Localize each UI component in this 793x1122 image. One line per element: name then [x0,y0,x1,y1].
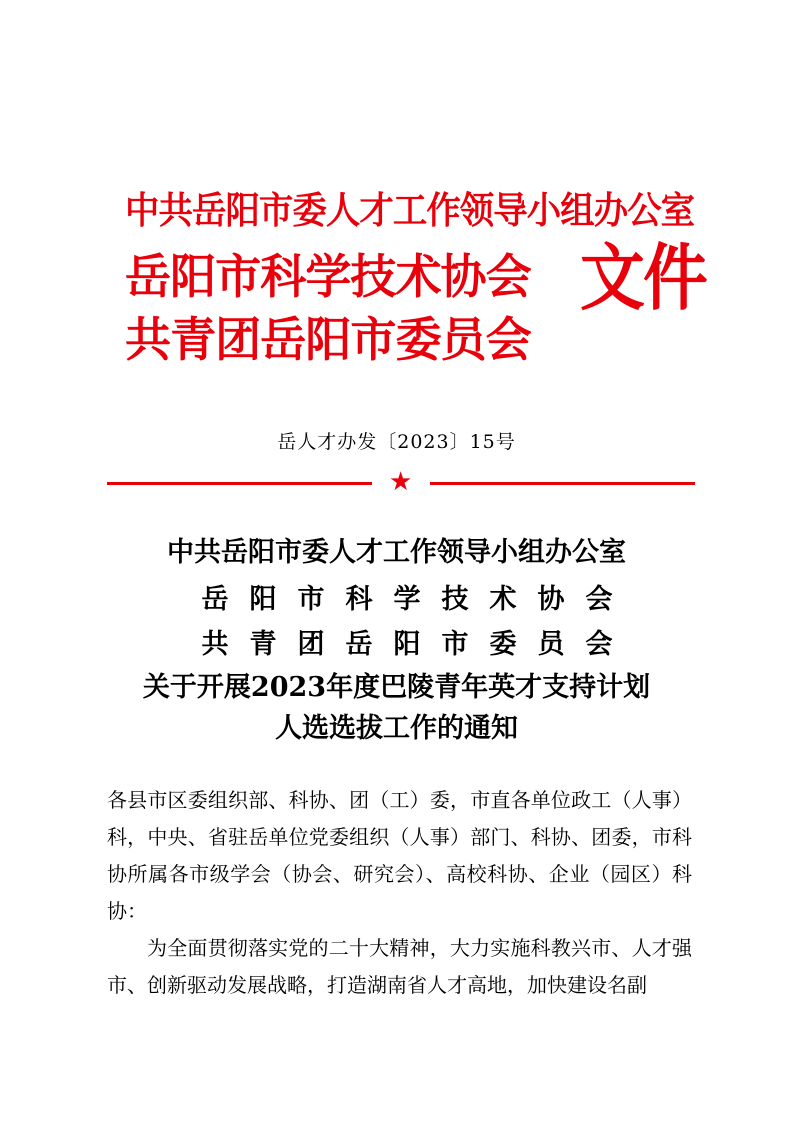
title-line-4: 关于开展2023年度巴陵青年英才支持计划 [142,672,651,703]
red-rule-left [107,482,372,485]
document-word: 文件 [580,236,707,320]
red-header [125,170,725,370]
addressee-paragraph: 各县市区委组织部、科协、团（工）委，市直各单位政工（人事）科，中央、省驻岳单位党委组织（人事）部门、科协、团委，市科协所属各市级学会（协会、研究会）、高校科协、企业（园区）科协： [107,788,692,923]
star-icon: ★ [389,467,413,497]
title-line-5: 人选选拔工作的通知 [275,713,518,744]
issuer-line-1: 中共岳阳市委人才工作领导小组办公室 [125,189,695,232]
document-number: 岳人才办发〔2023〕15号 [277,431,516,453]
issuer-line-3: 共青团岳阳市委员会 [125,313,531,368]
title-line-3: 共青团岳阳市委员会 [201,629,634,660]
body-paragraph-1: 为全面贯彻落实党的二十大精神，大力实施科教兴市、人才强市、创新驱动发展战略，打造湖南省人才高地，加快建设名副 [107,936,692,997]
red-rule-right [430,482,695,485]
issuer-line-2: 岳阳市科学技术协会 [125,250,531,305]
title-line-1: 中共岳阳市委人才工作领导小组办公室 [167,537,626,568]
title-line-2: 岳阳市科学技术协会 [201,584,634,615]
